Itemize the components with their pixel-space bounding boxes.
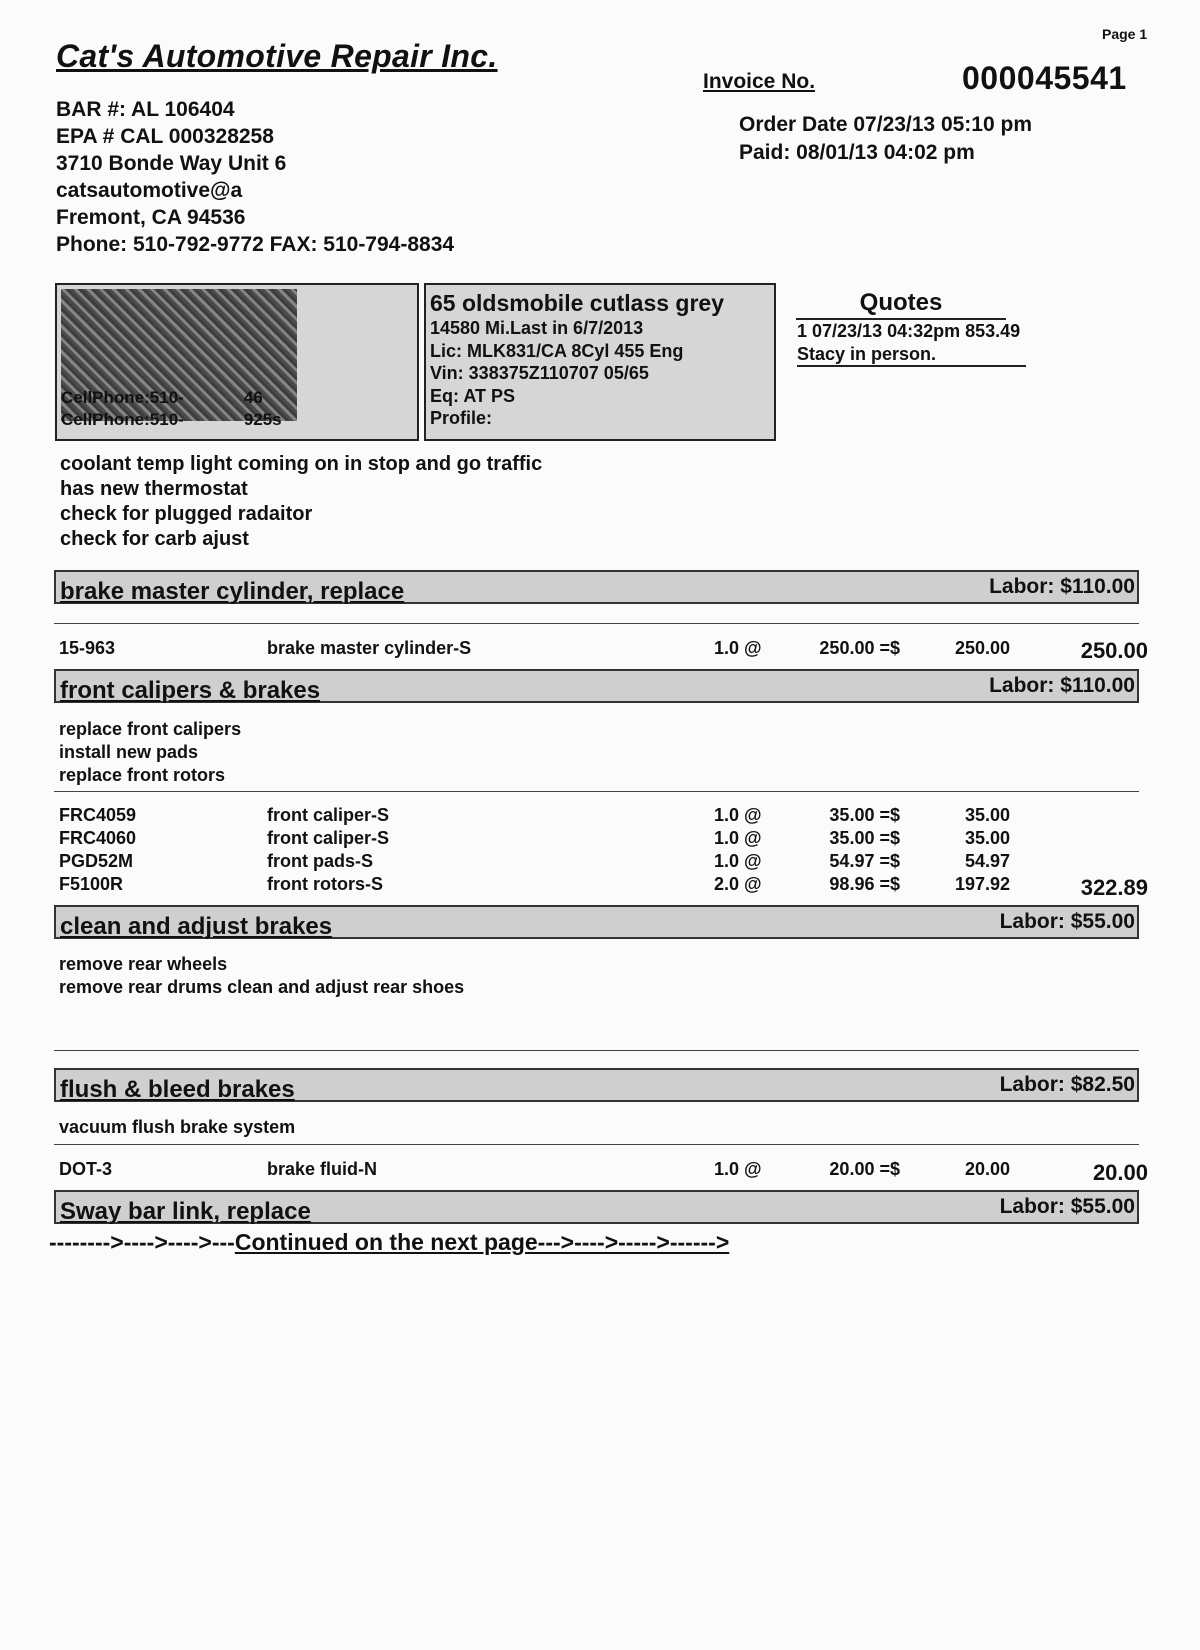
invoice-number: 000045541 (962, 60, 1127, 96)
part-description: brake fluid-N (267, 1159, 378, 1179)
part-price: 250.00 =$ (819, 638, 900, 658)
street-address: 3710 Bonde Way Unit 6 (56, 152, 287, 175)
job-note: replace front calipers (59, 719, 242, 739)
part-price: 98.96 =$ (829, 874, 900, 894)
continued-arrows: -------->---->---->--- (49, 1229, 235, 1255)
vehicle-mileage: 14580 Mi.Last in 6/7/2013 (430, 318, 644, 338)
order-date: Order Date 07/23/13 05:10 pm (739, 113, 1032, 136)
concern-line: coolant temp light coming on in stop and go traffic (60, 453, 543, 475)
job-header (54, 570, 1139, 604)
part-number: DOT-3 (59, 1159, 113, 1179)
part-extended: 250.00 (954, 638, 1010, 658)
concern-line: check for plugged radaitor (60, 503, 313, 525)
invoice-label: Invoice No. (703, 70, 816, 93)
job-labor: Labor: $55.00 (999, 910, 1135, 933)
job-title: front calipers & brakes (60, 677, 321, 704)
divider (54, 791, 1139, 792)
bar-number: BAR #: AL 106404 (56, 98, 235, 121)
vehicle-license: Lic: MLK831/CA 8Cyl 455 Eng (430, 340, 684, 361)
continued-notice (49, 1229, 729, 1256)
part-row (0, 805, 1200, 828)
part-row (0, 828, 1200, 851)
job-title: brake master cylinder, replace (60, 578, 405, 605)
shop-address (56, 96, 454, 258)
customer-phone-2: CellPhone:510- 925s (61, 410, 282, 429)
job-title: clean and adjust brakes (60, 913, 333, 940)
epa-number: EPA # CAL 000328258 (56, 125, 274, 148)
part-extended: 54.97 (964, 851, 1010, 871)
company-name: Cat's Automotive Repair Inc. (56, 38, 498, 74)
part-quantity: 2.0 @ (714, 874, 762, 894)
job-header (54, 1190, 1139, 1224)
paid-date: Paid: 08/01/13 04:02 pm (739, 141, 975, 164)
vehicle-vin: Vin: 338375Z110707 05/65 (430, 363, 649, 383)
quotes-title: Quotes (796, 288, 1006, 320)
phone-fax: Phone: 510-792-9772 FAX: 510-794-8834 (56, 233, 455, 256)
job-labor: Labor: $55.00 (999, 1195, 1135, 1218)
job-notes (59, 953, 464, 999)
job-header (54, 905, 1139, 939)
divider (54, 623, 1139, 624)
city-state-zip: Fremont, CA 94536 (56, 206, 246, 229)
part-number: FRC4060 (59, 828, 137, 848)
section-total: 250.00 (1080, 638, 1148, 663)
divider (54, 1144, 1139, 1145)
part-description: front caliper-S (267, 828, 390, 848)
part-number: F5100R (59, 874, 124, 894)
part-price: 35.00 =$ (829, 805, 900, 825)
part-price: 35.00 =$ (829, 828, 900, 848)
part-description: front caliper-S (267, 805, 390, 825)
section-total: 20.00 (1092, 1160, 1148, 1185)
quote-note: Stacy in person. (797, 344, 1026, 367)
job-notes (59, 718, 241, 787)
part-price: 54.97 =$ (829, 851, 900, 871)
part-quantity: 1.0 @ (714, 1159, 762, 1179)
customer-concern (60, 452, 542, 552)
job-note: replace front rotors (59, 765, 226, 785)
vehicle-equipment: Eq: AT PS (430, 385, 515, 406)
quote-line: 1 07/23/13 04:32pm 853.49 (797, 321, 1021, 341)
job-labor: Labor: $110.00 (989, 674, 1135, 697)
part-quantity: 1.0 @ (714, 805, 762, 825)
part-description: brake master cylinder-S (267, 638, 472, 658)
job-header (54, 1068, 1139, 1102)
part-quantity: 1.0 @ (714, 828, 762, 848)
part-description: front rotors-S (267, 874, 383, 894)
invoice-dates (739, 111, 1032, 167)
job-labor: Labor: $110.00 (989, 575, 1135, 598)
part-number: FRC4059 (59, 805, 137, 825)
part-extended: 197.92 (954, 874, 1010, 894)
vehicle-profile: Profile: (430, 408, 493, 428)
continued-text: Continued on the next page--->---->----->------> (234, 1229, 730, 1255)
job-note: remove rear drums clean and adjust rear shoes (59, 977, 465, 997)
vehicle-box (424, 283, 776, 441)
part-row (0, 851, 1200, 874)
part-quantity: 1.0 @ (714, 851, 762, 871)
job-note: install new pads (59, 742, 199, 762)
customer-box (55, 283, 419, 441)
concern-line: has new thermostat (60, 478, 248, 500)
job-title: Sway bar link, replace (60, 1198, 311, 1225)
section-total: 322.89 (1080, 875, 1148, 900)
job-note: remove rear wheels (59, 954, 228, 974)
email: catsautomotive@a (56, 179, 243, 202)
part-number: PGD52M (59, 851, 134, 871)
part-extended: 35.00 (964, 805, 1010, 825)
customer-phone-1: CellPhone:510- 46 (61, 388, 263, 407)
job-header (54, 669, 1139, 703)
page-number: Page 1 (1102, 26, 1148, 42)
job-title: flush & bleed brakes (60, 1076, 295, 1103)
job-note: vacuum flush brake system (59, 1117, 296, 1137)
part-extended: 20.00 (964, 1159, 1010, 1179)
divider (54, 1050, 1139, 1051)
part-extended: 35.00 (964, 828, 1010, 848)
job-notes (59, 1116, 295, 1139)
part-description: front pads-S (267, 851, 373, 871)
part-quantity: 1.0 @ (714, 638, 762, 658)
vehicle-title: 65 oldsmobile cutlass grey (430, 290, 725, 316)
part-price: 20.00 =$ (829, 1159, 900, 1179)
part-number: 15-963 (59, 638, 116, 658)
concern-line: check for carb ajust (60, 528, 249, 550)
job-labor: Labor: $82.50 (999, 1073, 1135, 1096)
